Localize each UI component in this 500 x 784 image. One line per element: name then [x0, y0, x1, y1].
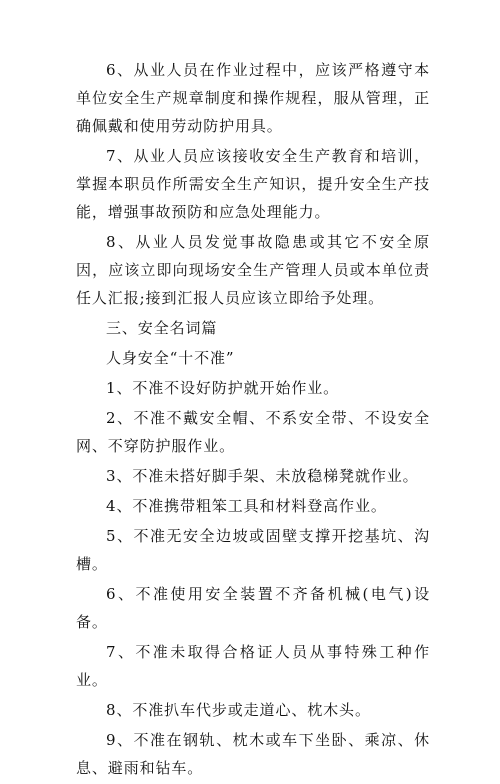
- list-item: 4、不准携带粗笨工具和材料登高作业。: [106, 497, 387, 515]
- list-item: 5、不准无安全边坡或固壁支撑开挖基坑、沟槽。: [76, 527, 430, 573]
- paragraph-rule-7: 7、从业人员应该接收安全生产教育和培训，掌握本职员作所需安全生产知识，提升安全生产技能，增强事故预防和应急处理能力。: [76, 147, 430, 221]
- section-heading: 三、安全名词篇: [106, 319, 218, 337]
- list-item: 9、不准在钢轨、枕木或车下坐卧、乘凉、休息、避雨和钻车。: [76, 731, 430, 777]
- subsection-heading: 人身安全“十不准”: [106, 349, 235, 367]
- list-item: 8、不准扒车代步或走道心、枕木头。: [106, 701, 371, 719]
- list-item: 6、不准使用安全装置不齐备机械(电气)设备。: [76, 585, 430, 631]
- paragraph-rule-6: 6、从业人员在作业过程中，应该严格遵守本单位安全生产规章制度和操作规程，服从管理，正确佩戴和使用劳动防护用具。: [76, 61, 430, 135]
- list-item: 3、不准未搭好脚手架、未放稳梯凳就作业。: [106, 467, 419, 485]
- paragraph-rule-8: 8、从业人员发觉事故隐患或其它不安全原因，应该立即向现场安全生产管理人员或本单位责任人汇报;接到汇报人员应该立即给予处理。: [76, 233, 430, 307]
- document-body: [76, 56, 430, 784]
- list-item: 7、不准未取得合格证人员从事特殊工种作业。: [76, 643, 430, 689]
- list-item: 2、不准不戴安全帽、不系安全带、不设安全网、不穿防护服作业。: [76, 409, 430, 455]
- list-item: 1、不准不设好防护就开始作业。: [106, 379, 340, 397]
